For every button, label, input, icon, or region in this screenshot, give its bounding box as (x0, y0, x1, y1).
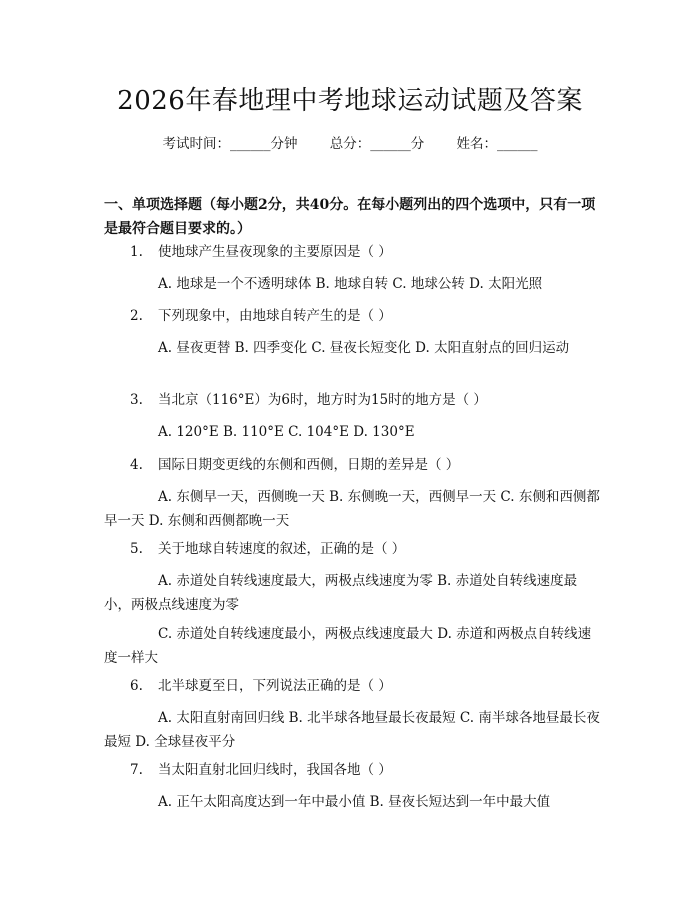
question-stem (130, 240, 392, 264)
question-stem (130, 537, 405, 561)
question-stem (130, 453, 459, 477)
question-text: 当太阳直射北回归线时，我国各地（ ） (158, 762, 392, 778)
question-text: 关于地球自转速度的叙述，正确的是（ ） (158, 541, 406, 557)
question-number: 7. (130, 762, 143, 778)
question-options: A. 赤道处自转线速度最大，两极点线速度为零 B. 赤道处自转线速度最小，两极点线速度为零 (104, 573, 578, 613)
student-name-field: 姓名：______ (456, 136, 538, 152)
question-text: 北半球夏至日，下列说法正确的是（ ） (158, 678, 392, 694)
exam-meta (0, 132, 700, 152)
question-stem (130, 304, 392, 328)
total-score-field: 总分：______分 (329, 136, 425, 152)
question-number: 3. (130, 392, 143, 408)
question-text: 使地球产生昼夜现象的主要原因是（ ） (158, 244, 392, 260)
question-options: A. 120°E B. 110°E C. 104°E D. 130°E (158, 424, 415, 440)
question-number: 4. (130, 457, 143, 473)
question-number: 6. (130, 678, 143, 694)
question-options: A. 东侧早一天，西侧晚一天 B. 东侧晚一天，西侧早一天 C. 东侧和西侧都早一天 D. 东侧和西侧都晚一天 (104, 489, 600, 529)
question-number: 5. (130, 541, 143, 557)
question-text: 国际日期变更线的东侧和西侧，日期的差异是（ ） (158, 457, 460, 473)
question-number: 1. (130, 244, 143, 260)
question-stem (130, 758, 392, 782)
question-stem (130, 674, 392, 698)
exam-time-field: 考试时间：______分钟 (162, 136, 298, 152)
question-number: 2. (130, 308, 143, 324)
question-options: C. 赤道处自转线速度最小，两极点线速度最大 D. 赤道和两极点自转线速度一样大 (104, 626, 592, 666)
question-options: A. 昼夜更替 B. 四季变化 C. 昼夜长短变化 D. 太阳直射点的回归运动 (158, 340, 570, 356)
question-options: A. 地球是一个不透明球体 B. 地球自转 C. 地球公转 D. 太阳光照 (158, 276, 543, 292)
question-options: A. 太阳直射南回归线 B. 北半球各地昼最长夜最短 C. 南半球各地昼最长夜最短 D. 全球昼夜平分 (104, 710, 600, 750)
question-options: A. 正午太阳高度达到一年中最小值 B. 昼夜长短达到一年中最大值 (158, 794, 551, 810)
question-stem (130, 388, 487, 412)
question-text: 当北京（116°E）为6时，地方时为15时的地方是（ ） (158, 392, 487, 408)
section-heading: 一、单项选择题（每小题2分，共40分。在每小题列出的四个选项中，只有一项是最符合题目要求的。） (104, 197, 596, 237)
question-text: 下列现象中，由地球自转产生的是（ ） (158, 308, 392, 324)
page-title: 2026年春地理中考地球运动试题及答案 (117, 86, 583, 116)
